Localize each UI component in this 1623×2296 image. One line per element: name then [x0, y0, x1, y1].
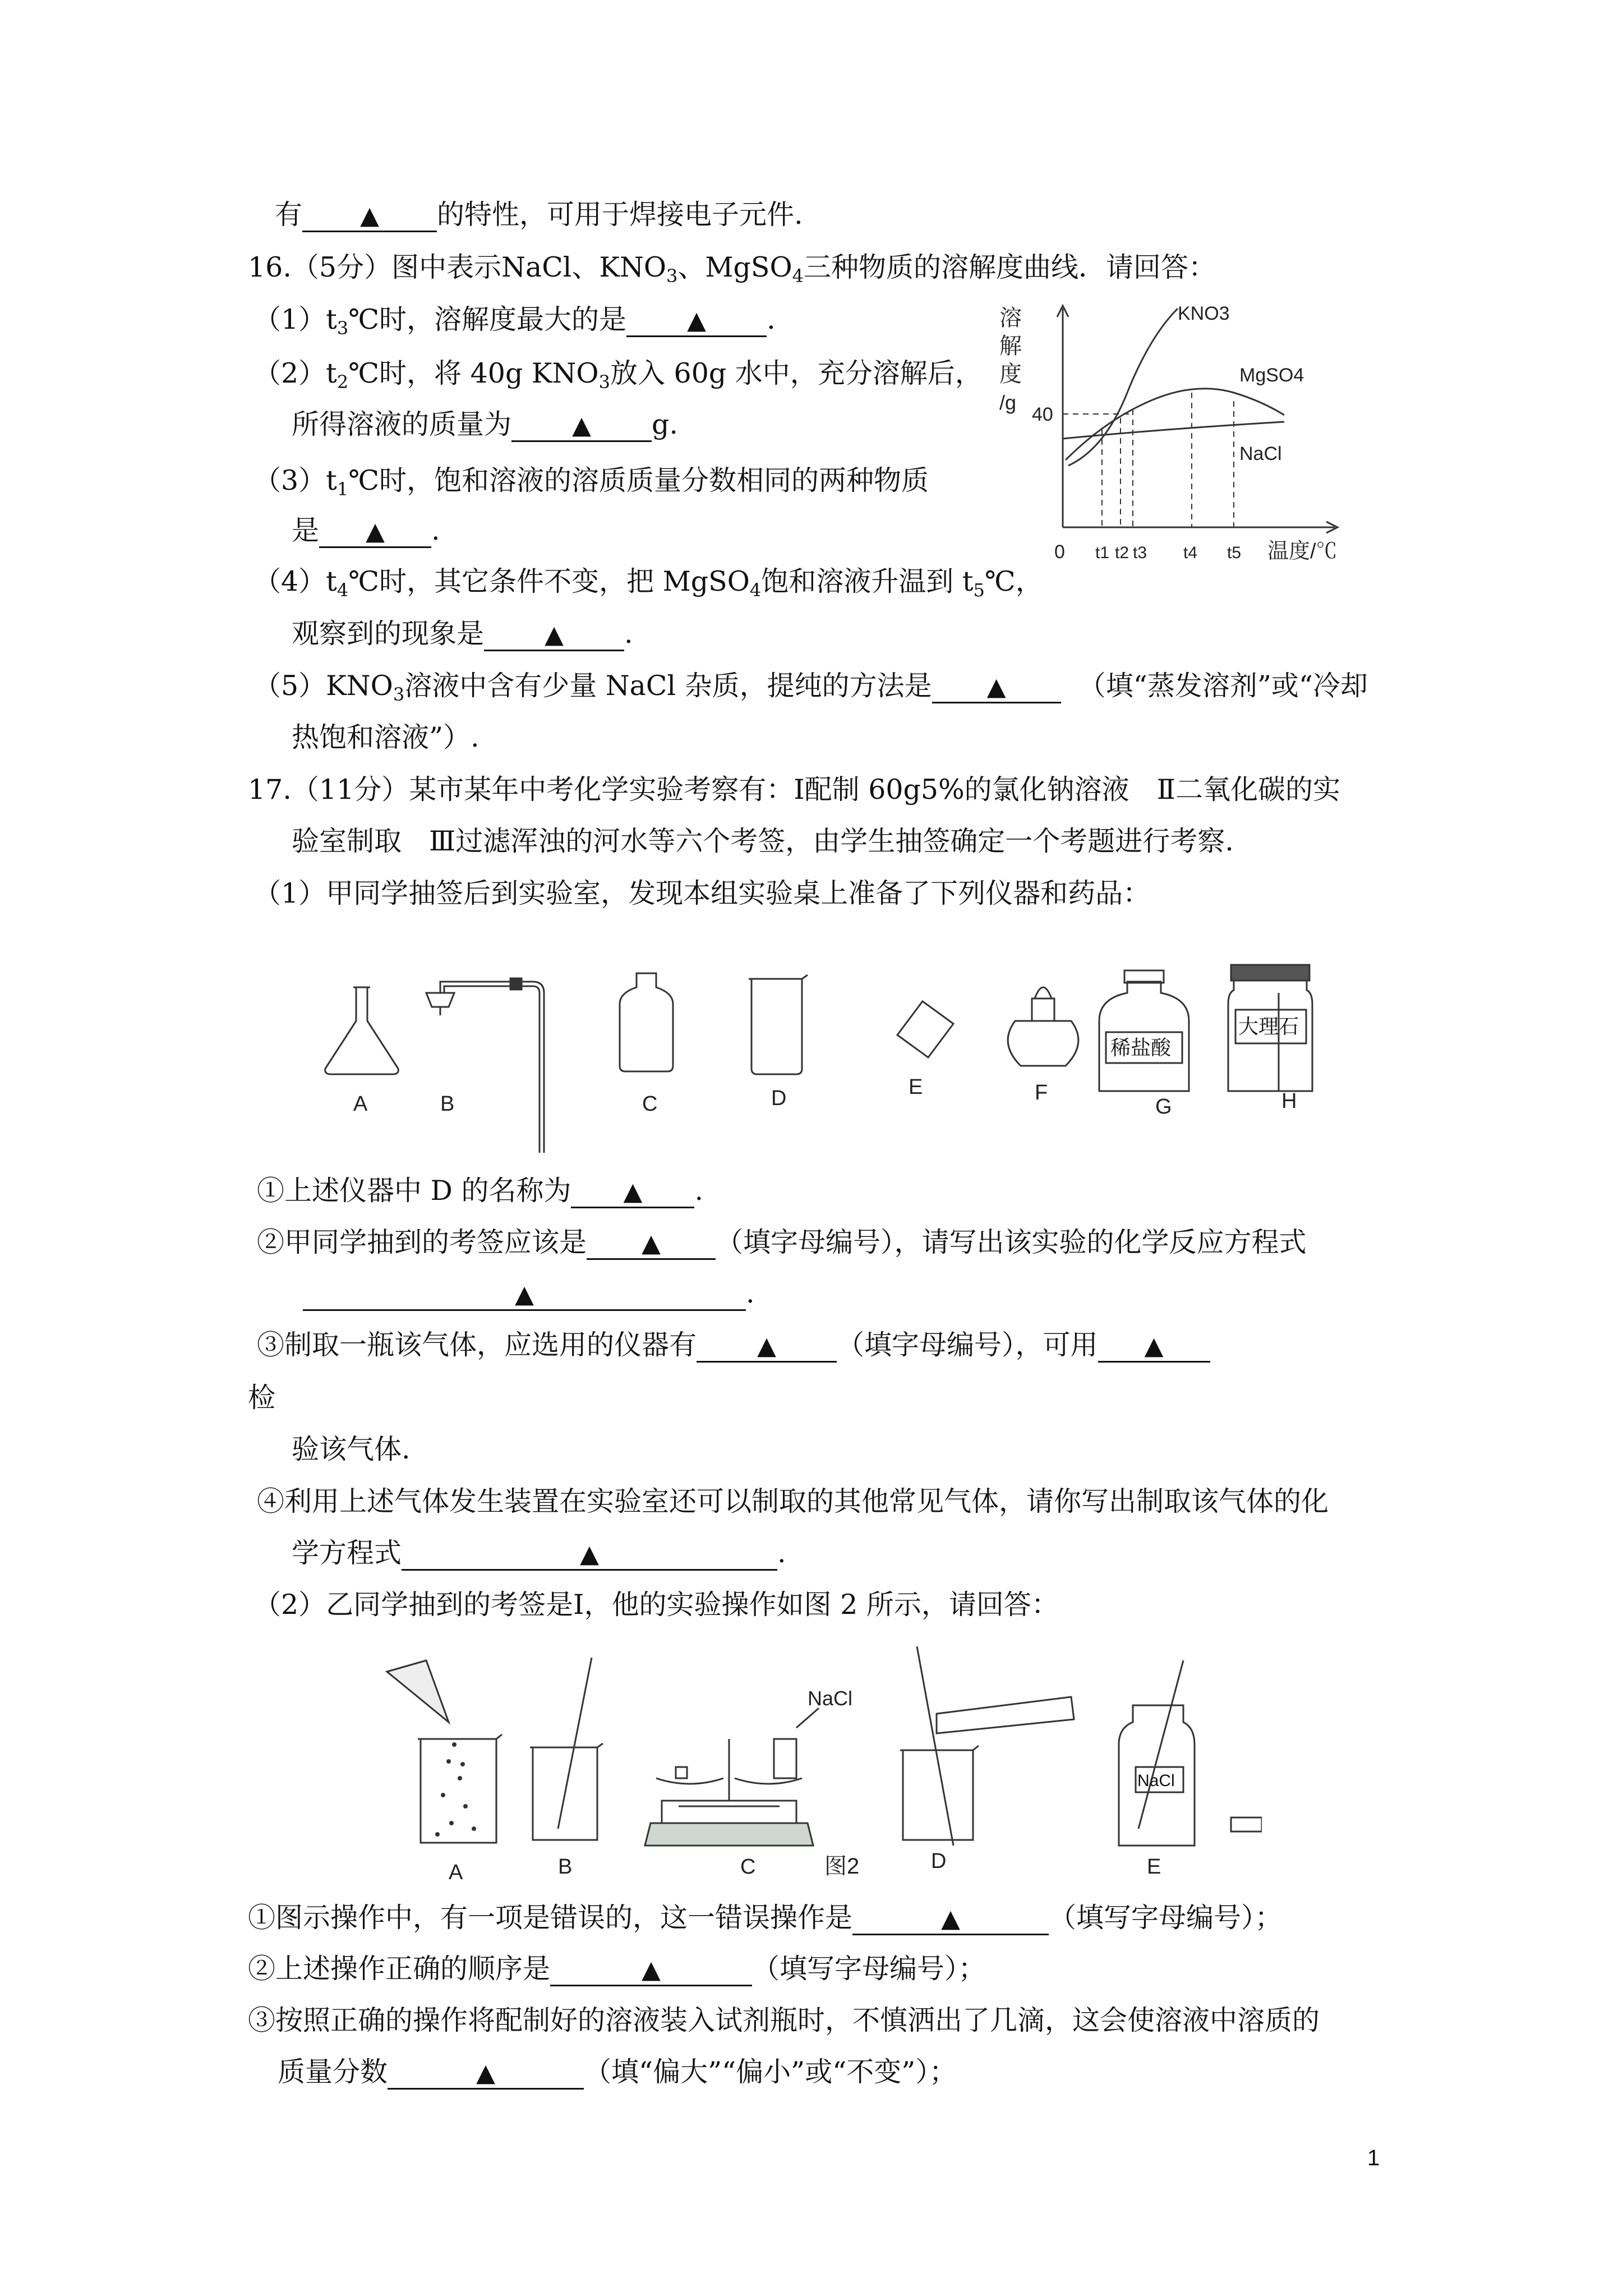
- x-tick-t5: t5: [1227, 544, 1242, 562]
- nacl-label-c: NaCl: [808, 1687, 853, 1710]
- q17-1-item-4-cont: 学方程式 ▲ .: [292, 1536, 786, 1571]
- label-d: D: [931, 1849, 947, 1873]
- label-a: A: [353, 1092, 368, 1116]
- q17-2-item-1: ①图示操作中，有一项是错误的，这一错误操作是 ▲ （填写字母编号）；: [248, 1901, 1283, 1935]
- q16-part-2-cont: 所得溶液的质量为 ▲ g.: [292, 408, 678, 442]
- beaker-d: [903, 1746, 979, 1840]
- q17-1-item-2: ②甲同学抽到的考签应该是 ▲ （填字母编号），请写出该实验的化学反应方程式: [257, 1226, 1307, 1260]
- x-tick-t4: t4: [1183, 544, 1198, 562]
- answer-blank[interactable]: ▲: [302, 200, 437, 232]
- q16-part-2: $(2)t_2℃$时，将 40g $KNO_3$放入 60g 水中，充分溶解后，: [253, 357, 983, 393]
- beaker: [751, 975, 808, 1074]
- q17-2-item-3-cont: 质量分数 ▲ （填“偏大”“偏小”或“不变”）；: [278, 2055, 957, 2090]
- nacl-curve: [1063, 422, 1284, 439]
- x-tick-t1: t1: [1095, 544, 1110, 562]
- q16-part-4-cont: 观察到的现象是 ▲ .: [292, 617, 633, 651]
- x-axis-label: 温度/℃: [1267, 540, 1338, 563]
- q17-part-1: （1）甲同学抽签后到实验室，发现本组实验桌上准备了下列仪器和药品：: [253, 877, 1151, 909]
- page-number: 1: [1367, 2146, 1380, 2170]
- label-e: E: [1147, 1855, 1161, 1879]
- label-g: G: [1155, 1095, 1172, 1119]
- q17-1-item-2-cont: ▲ .: [303, 1277, 755, 1311]
- answer-blank[interactable]: ▲: [388, 2058, 584, 2090]
- conical-flask: [325, 987, 399, 1074]
- q16-part-3: $(3)t_1℃$时，饱和溶液的溶质质量分数相同的两种物质: [253, 464, 929, 500]
- x-tick-t2: t2: [1115, 544, 1129, 562]
- operation-figure: [365, 1638, 1262, 1896]
- q17-stem-cont: 验室制取 Ⅲ过滤浑浊的河水等六个考签，由学生抽签确定一个考题进行考察.: [292, 825, 1234, 857]
- q16-part-1: $(1)t_3℃$时，溶解度最大的是 ▲ .: [253, 303, 776, 339]
- q16-part-4: $(4)t_4℃$时，其它条件不变，把 MgSO$_4$饱和溶液升温到 $t_5℃$，: [253, 565, 1043, 601]
- nacl-label: NaCl: [1239, 443, 1282, 464]
- answer-blank[interactable]: ▲: [550, 1954, 752, 1986]
- q17-1-item-3-cont2: 验该气体.: [292, 1433, 411, 1465]
- answer-blank[interactable]: ▲: [852, 1903, 1049, 1935]
- q17-2-item-2: ②上述操作正确的顺序是 ▲ （填写字母编号）；: [248, 1952, 986, 1986]
- figure-caption: 图2: [824, 1854, 860, 1879]
- q16-part-5: $(5)KNO_3$溶液中含有少量 NaCl 杂质，提纯的方法是 ▲ （填“蒸发溶剂”或“冷却: [253, 670, 1368, 705]
- label-e: E: [909, 1075, 923, 1099]
- label-c: C: [740, 1855, 756, 1879]
- y-tick-40: 40: [1032, 404, 1053, 425]
- kno3-label: KNO3: [1178, 303, 1230, 324]
- q17-1-item-3-cont: 检: [248, 1382, 276, 1414]
- glass-plate: [897, 1001, 953, 1057]
- mgso4-label: MgSO4: [1239, 365, 1304, 386]
- line-1: 有 ▲ 的特性，可用于焊接电子元件.: [275, 198, 803, 232]
- stopper-tube: [426, 993, 454, 1007]
- y-label-4: /g: [999, 391, 1017, 414]
- answer-blank[interactable]: ▲: [303, 1279, 746, 1311]
- label-c: C: [642, 1092, 658, 1116]
- beaker-b: [533, 1743, 603, 1840]
- answer-blank[interactable]: ▲: [402, 1539, 777, 1571]
- label-b: B: [440, 1092, 455, 1116]
- q17-stem: 17.（11分）某市某年中考化学实验考察有：Ⅰ配制 60g5%的氯化钠溶液 Ⅱ二氧化碳的实: [248, 774, 1340, 806]
- alcohol-lamp: [1008, 1021, 1078, 1066]
- label-b: B: [558, 1855, 573, 1879]
- answer-blank[interactable]: ▲: [697, 1331, 837, 1363]
- y-label-3: 度: [999, 362, 1022, 386]
- beaker-a: [421, 1734, 502, 1843]
- label-f: F: [1035, 1081, 1048, 1105]
- answer-blank[interactable]: ▲: [571, 1176, 694, 1208]
- bottle-g-label: 稀盐酸: [1110, 1036, 1172, 1059]
- x-tick-t3: t3: [1133, 544, 1147, 562]
- q16-part-3-cont: 是 ▲ .: [292, 514, 440, 548]
- bottle-h-label: 大理石: [1238, 1015, 1299, 1038]
- answer-blank[interactable]: ▲: [587, 1228, 716, 1260]
- answer-blank[interactable]: ▲: [626, 305, 767, 337]
- answer-blank[interactable]: ▲: [932, 671, 1061, 703]
- label-h: H: [1281, 1089, 1297, 1113]
- q17-1-item-1: ①上述仪器中 D 的名称为 ▲ .: [257, 1174, 703, 1208]
- q16-part-5-cont: 热饱和溶液”）.: [292, 721, 479, 753]
- q17-2-item-3: ③按照正确的操作将配制好的溶液装入试剂瓶时，不慎洒出了几滴，这会使溶液中溶质的: [248, 2004, 1320, 2036]
- answer-blank[interactable]: ▲: [484, 619, 624, 651]
- q17-1-item-4: ④利用上述气体发生装置在实验室还可以制取的其他常见气体，请你写出制取该气体的化: [257, 1485, 1329, 1517]
- solubility-chart: [993, 292, 1368, 572]
- label-d: D: [771, 1087, 787, 1110]
- answer-blank[interactable]: ▲: [319, 516, 431, 548]
- origin-label: 0: [1054, 541, 1065, 563]
- answer-blank[interactable]: ▲: [511, 410, 652, 442]
- q17-1-item-3: ③制取一瓶该气体，应选用的仪器有 ▲ （填字母编号），可用 ▲: [257, 1328, 1210, 1363]
- label-a: A: [449, 1861, 463, 1884]
- answer-blank[interactable]: ▲: [1098, 1331, 1210, 1363]
- q16-stem: 16.（5分）图中表示NaCl、$KNO_3$、MgSO$_4$三种物质的溶解度曲线．请回答：: [248, 251, 1216, 287]
- nacl-label-e: NaCl: [1137, 1772, 1175, 1790]
- gas-jar: [620, 973, 673, 1071]
- q17-part-2: （2）乙同学抽到的考签是Ⅰ，他的实验操作如图 2 所示，请回答：: [253, 1589, 1059, 1621]
- apparatus-figure: [314, 931, 1346, 1167]
- balance: [645, 1823, 813, 1846]
- measuring-cylinder: [937, 1697, 1074, 1733]
- y-label-1: 溶: [999, 306, 1022, 330]
- y-label-2: 解: [999, 334, 1022, 358]
